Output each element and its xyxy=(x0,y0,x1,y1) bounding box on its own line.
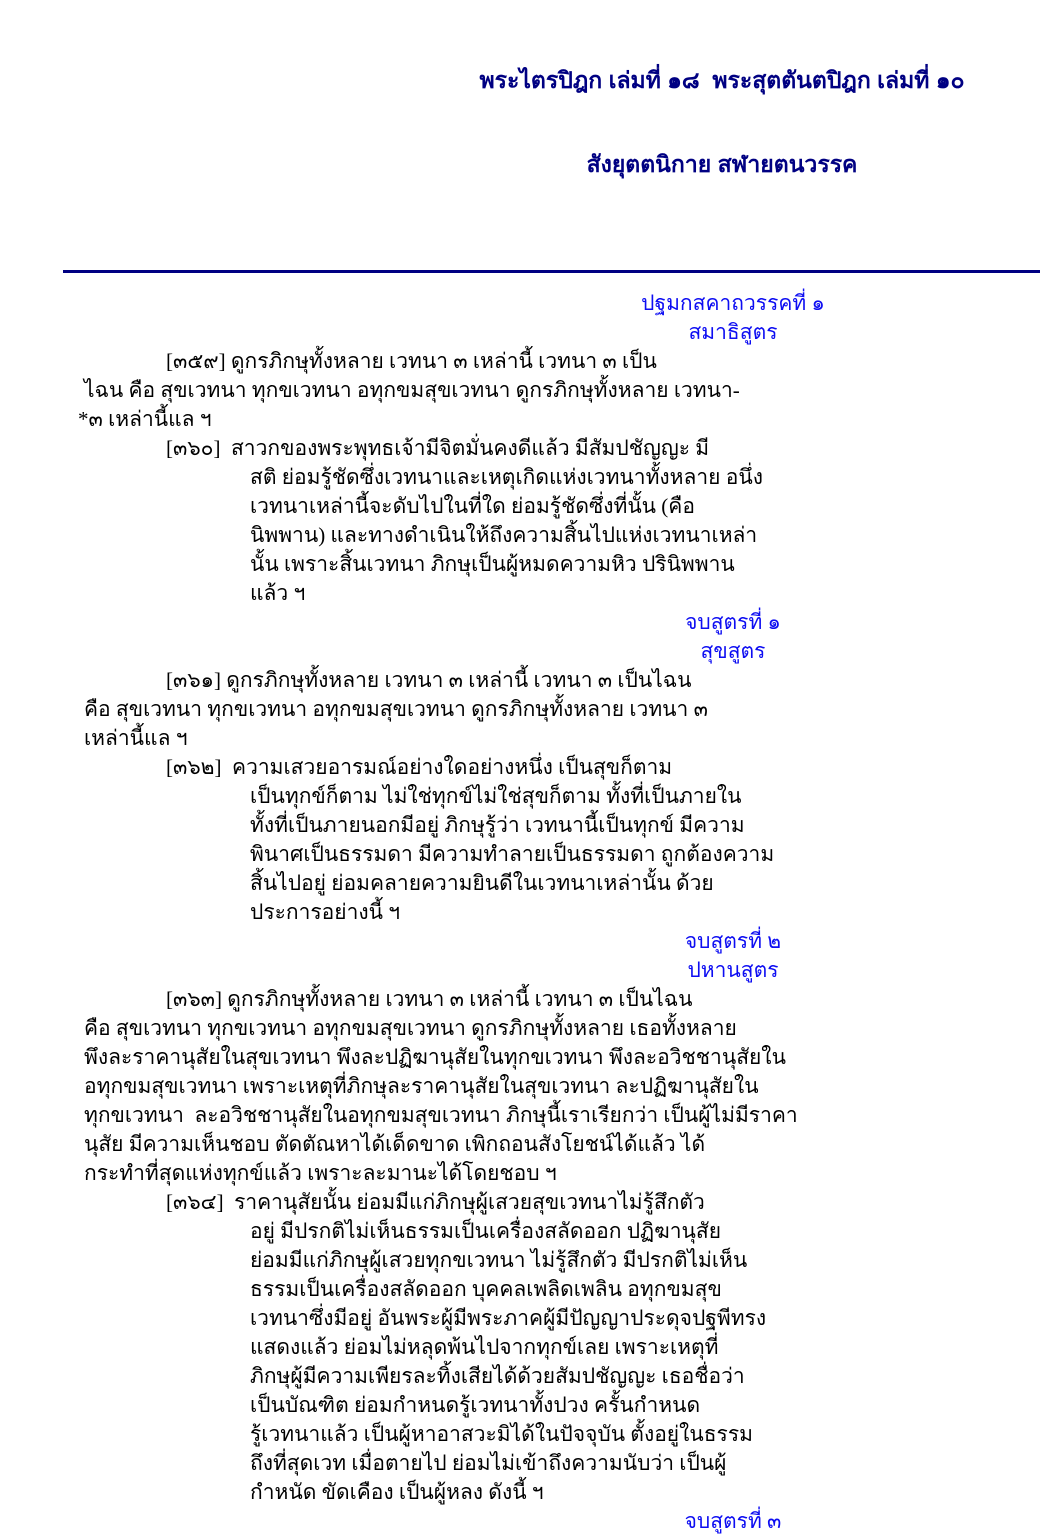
text-line: [๓๖๒] ความเสวยอารมณ์อย่างใดอย่างหนึ่ง เป็นสุขก็ตาม xyxy=(166,755,673,779)
page-title-line1: พระไตรปิฎก เล่มที่ ๑๘ พระสุตตันตปิฎก เล่มที่ ๑๐ xyxy=(479,67,965,93)
text-line: รู้เวทนาแล้ว เป็นผู้หาอาสวะมิได้ในปัจจุบัน ตั้งอยู่ในธรรม xyxy=(250,1422,753,1446)
text-line: เหล่านี้แล ฯ xyxy=(84,726,188,750)
text-line: อยู่ มีปรกติไม่เห็นธรรมเป็นเครื่องสลัดออก ปฏิฆานุสัย xyxy=(250,1219,722,1243)
text-line: [๓๖๓] ดูกรภิกษุทั้งหลาย เวทนา ๓ เหล่านี้ เวทนา ๓ เป็นไฉน xyxy=(166,987,693,1011)
text-line: แล้ว ฯ xyxy=(250,581,306,605)
text-line: นิพพาน) และทางดำเนินให้ถึงความสิ้นไปแห่งเวทนาเหล่า xyxy=(250,523,758,547)
header-divider xyxy=(63,270,1040,273)
text-line: สิ้นไปอยู่ ย่อมคลายความยินดีในเวทนาเหล่านั้น ด้วย xyxy=(250,871,714,895)
section-heading-line: จบสูตรที่ ๓ xyxy=(684,1509,782,1533)
text-line: เวทนาซึ่งมีอยู่ อันพระผู้มีพระภาคผู้มีปัญญาประดุจปฐพีทรง xyxy=(250,1306,767,1330)
text-line: เป็นบัณฑิต ย่อมกำหนดรู้เวทนาทั้งปวง ครั้นกำหนด xyxy=(250,1393,701,1417)
text-line: พึงละราคานุสัยในสุขเวทนา พึงละปฏิฆานุสัยในทุกขเวทนา พึงละอวิชชานุสัยใน xyxy=(84,1045,786,1069)
text-line: ภิกษุผู้มีความเพียรละทิ้งเสียได้ด้วยสัมปชัญญะ เธอชื่อว่า xyxy=(250,1364,745,1388)
text-line: [๓๖๑] ดูกรภิกษุทั้งหลาย เวทนา ๓ เหล่านี้ เวทนา ๓ เป็นไฉน xyxy=(166,668,692,692)
page-title xyxy=(390,10,1053,234)
text-line: ถึงที่สุดเวท เมื่อตายไป ย่อมไม่เข้าถึงความนับว่า เป็นผู้ xyxy=(250,1451,727,1475)
section-heading-line: สมาธิสูตร xyxy=(688,320,778,344)
text-line: [๓๖๐] สาวกของพระพุทธเจ้ามีจิตมั่นคงดีแล้ว มีสัมปชัญญะ มี xyxy=(166,436,710,460)
text-line: อทุกขมสุขเวทนา เพราะเหตุที่ภิกษุละราคานุสัยในสุขเวทนา ละปฏิฆานุสัยใน xyxy=(84,1074,759,1098)
section-heading-line: ปหานสูตร xyxy=(687,958,779,982)
text-line: ประการอย่างนี้ ฯ xyxy=(250,900,401,924)
section-heading-line: จบสูตรที่ ๒ xyxy=(684,929,782,953)
section-heading-line: จบสูตรที่ ๑ xyxy=(685,610,781,634)
text-line: กำหนัด ขัดเคือง เป็นผู้หลง ดังนี้ ฯ xyxy=(250,1480,544,1504)
text-line: กระทำที่สุดแห่งทุกข์แล้ว เพราะละมานะได้โดยชอบ ฯ xyxy=(84,1161,557,1185)
text-line: *๓ เหล่านี้แล ฯ xyxy=(78,407,212,431)
text-line: พินาศเป็นธรรมดา มีความทำลายเป็นธรรมดา ถูกต้องความ xyxy=(250,842,775,866)
text-line: เวทนาเหล่านี้จะดับไปในที่ใด ย่อมรู้ชัดซึ่งที่นั้น (คือ xyxy=(250,494,695,518)
text-line: คือ สุขเวทนา ทุกขเวทนา อทุกขมสุขเวทนา ดูกรภิกษุทั้งหลาย เวทนา ๓ xyxy=(84,697,708,721)
page-header xyxy=(0,0,1053,234)
text-line: ย่อมมีแก่ภิกษุผู้เสวยทุกขเวทนา ไม่รู้สึกตัว มีปรกติไม่เห็น xyxy=(250,1248,748,1272)
section-heading-line: สุขสูตร xyxy=(700,639,766,663)
text-line: คือ สุขเวทนา ทุกขเวทนา อทุกขมสุขเวทนา ดูกรภิกษุทั้งหลาย เธอทั้งหลาย xyxy=(84,1016,737,1040)
text-line: ทุกขเวทนา ละอวิชชานุสัยในอทุกขมสุขเวทนา ภิกษุนี้เราเรียกว่า เป็นผู้ไม่มีราคา xyxy=(84,1103,798,1127)
text-line: [๓๖๔] ราคานุสัยนั้น ย่อมมีแก่ภิกษุผู้เสวยสุขเวทนาไม่รู้สึกตัว xyxy=(166,1190,705,1214)
section-heading-line: ปฐมกสคาถวรรคที่ ๑ xyxy=(641,291,825,315)
text-line: สติ ย่อมรู้ชัดซึ่งเวทนาและเหตุเกิดแห่งเวทนาทั้งหลาย อนึ่ง xyxy=(250,465,763,489)
page-title-line2: สังยุตตนิกาย สฬายตนวรรค xyxy=(586,151,858,177)
text-line: นุสัย มีความเห็นชอบ ตัดตัณหาได้เด็ดขาด เพิกถอนสังโยชน์ได้แล้ว ได้ xyxy=(84,1132,706,1156)
text-line: แสดงแล้ว ย่อมไม่หลุดพ้นไปจากทุกข์เลย เพราะเหตุที่ xyxy=(250,1335,719,1359)
text-line: ธรรมเป็นเครื่องสลัดออก บุคคลเพลิดเพลิน อทุกขมสุข xyxy=(250,1277,722,1301)
text-line: นั้น เพราะสิ้นเวทนา ภิกษุเป็นผู้หมดความหิว ปรินิพพาน xyxy=(250,552,735,576)
text-line: [๓๕๙] ดูกรภิกษุทั้งหลาย เวทนา ๓ เหล่านี้ เวทนา ๓ เป็น xyxy=(166,349,657,373)
text-line: ทั้งที่เป็นภายนอกมีอยู่ ภิกษุรู้ว่า เวทนานี้เป็นทุกข์ มีความ xyxy=(250,813,745,837)
text-line: ไฉน คือ สุขเวทนา ทุกขเวทนา อทุกขมสุขเวทนา ดูกรภิกษุทั้งหลาย เวทนา- xyxy=(84,378,740,402)
document-body xyxy=(0,289,1053,1536)
text-line: เป็นทุกข์ก็ตาม ไม่ใช่ทุกข์ไม่ใช่สุขก็ตาม ทั้งที่เป็นภายใน xyxy=(250,784,742,808)
